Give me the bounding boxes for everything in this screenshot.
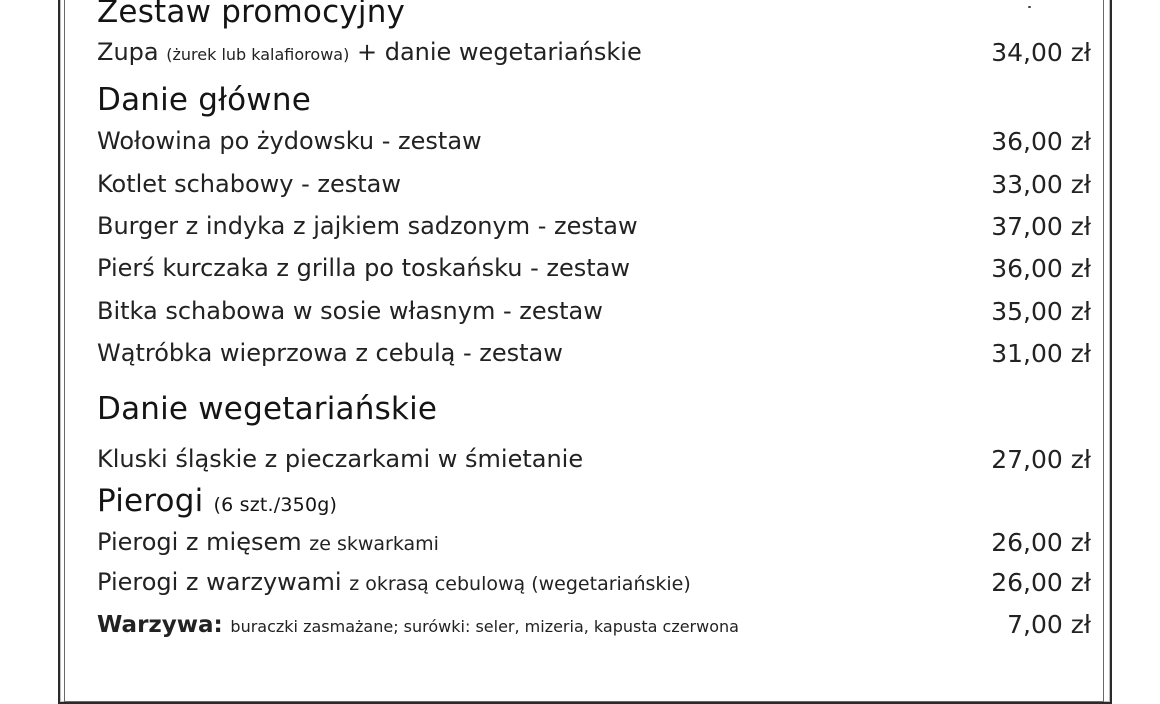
item-name: Kluski śląskie z pieczarkami w śmietanie xyxy=(97,445,584,473)
item-price: 26,00 zł xyxy=(991,568,1091,597)
item-name: Wołowina po żydowsku - zestaw xyxy=(97,127,482,155)
item-price: 27,00 zł xyxy=(991,445,1091,474)
item-name-rest: + danie wegetariańskie xyxy=(356,38,642,66)
menu-row xyxy=(97,445,1093,479)
menu-row xyxy=(97,528,1093,562)
item-price: 26,00 zł xyxy=(991,528,1091,557)
section-title-pierogi-text: Pierogi xyxy=(97,483,204,519)
item-note: (żurek lub kalafiorowa) xyxy=(166,45,350,64)
item-name xyxy=(97,610,739,638)
item-name: Wątróbka wieprzowa z cebulą - zestaw xyxy=(97,339,563,367)
menu-row xyxy=(97,127,1093,161)
item-price: 31,00 zł xyxy=(991,339,1091,368)
print-speck xyxy=(1028,6,1031,8)
item-price: 37,00 zł xyxy=(991,212,1091,241)
menu-row xyxy=(97,339,1093,373)
item-note: ze skwarkami xyxy=(309,533,439,555)
section-title-pierogi-note: (6 szt./350g) xyxy=(213,494,338,516)
item-name: Kotlet schabowy - zestaw xyxy=(97,170,402,198)
item-price: 7,00 zł xyxy=(1007,610,1091,639)
item-name xyxy=(97,38,642,66)
item-price: 34,00 zł xyxy=(991,38,1091,67)
menu-row xyxy=(97,568,1093,602)
section-title-pierogi xyxy=(97,483,337,519)
item-label: Warzywa: xyxy=(97,612,223,638)
menu-row xyxy=(97,297,1093,331)
item-note: buraczki zasmażane; surówki: seler, mizeria, kapusta czerwona xyxy=(230,617,739,636)
item-price: 33,00 zł xyxy=(991,170,1091,199)
menu-row xyxy=(97,212,1093,246)
section-title-promo: Zestaw promocyjny xyxy=(97,0,406,30)
section-title-vege: Danie wegetariańskie xyxy=(97,391,438,427)
item-name-main: Pierogi z mięsem xyxy=(97,528,302,556)
menu-card xyxy=(97,0,1097,665)
menu-row-promo xyxy=(97,38,1093,72)
item-name-main: Zupa xyxy=(97,38,159,66)
menu-row xyxy=(97,254,1093,288)
item-price: 36,00 zł xyxy=(991,254,1091,283)
item-note: z okrasą cebulową (wegetariańskie) xyxy=(349,573,691,595)
item-name: Pierś kurczaka z grilla po toskańsku - zestaw xyxy=(97,254,631,282)
item-name-main: Pierogi z warzywami xyxy=(97,568,342,596)
item-name xyxy=(97,568,691,596)
menu-row-warzywa xyxy=(97,610,1093,644)
item-price: 35,00 zł xyxy=(991,297,1091,326)
item-name: Burger z indyka z jajkiem sadzonym - zestaw xyxy=(97,212,638,240)
item-name xyxy=(97,528,439,556)
item-price: 36,00 zł xyxy=(991,127,1091,156)
item-name: Bitka schabowa w sosie własnym - zestaw xyxy=(97,297,603,325)
section-title-main: Danie główne xyxy=(97,82,311,118)
menu-row xyxy=(97,170,1093,204)
